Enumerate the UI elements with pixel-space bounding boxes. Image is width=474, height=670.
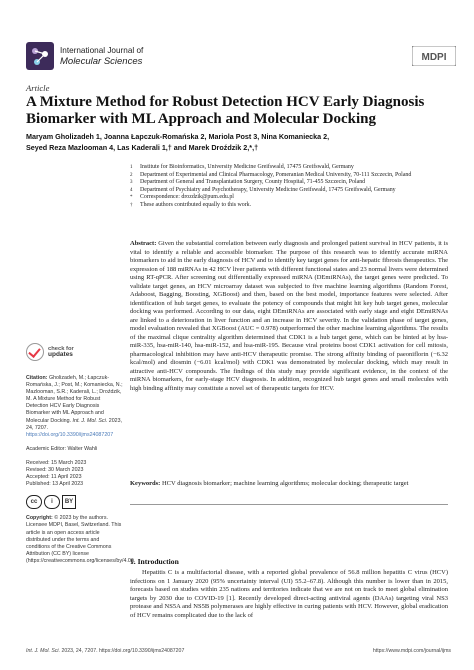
footer-citation: Int. J. Mol. Sci. 2023, 24, 7207. https://doi.org/10.3390/ijms24087207 bbox=[26, 648, 185, 654]
author-line-2: Seyed Reza Mazlooman 4, Las Kaderali 1,† and Marek Droździk 2,*,† bbox=[26, 142, 259, 152]
footer-journal-link[interactable]: https://www.mdpi.com/journal/ijms bbox=[372, 648, 451, 654]
accepted-date: Accepted: 11 April 2023 bbox=[26, 474, 82, 481]
citation: Citation: Gholizadeh, M.; Łapczuk-Romańska, J.; Post, M.; Komaniecka, N.; Mazlooman, S.R.; Kaderali, L.; Droździk, M. A Mixture Method for Robust Detection HCV Early Diagnosis Biomarker with ML Approach and Molecular Docking. Int. J. Mol. Sci. 2023, 24, 7207. https://doi.org/10.3390/ijms24087207 bbox=[26, 375, 123, 438]
academic-editor: Academic Editor: Walter Wahli bbox=[26, 445, 98, 452]
cc-icon: cc bbox=[26, 495, 42, 509]
revised-date: Revised: 30 March 2023 bbox=[26, 467, 84, 474]
author-line-1: Maryam Gholizadeh 1, Joanna Łapczuk-Romańska 2, Mariola Post 3, Nina Komaniecka 2, bbox=[26, 132, 330, 141]
section-heading: 1. Introduction bbox=[130, 557, 179, 566]
divider bbox=[130, 504, 448, 505]
keywords-label: Keywords: bbox=[130, 480, 161, 487]
abstract bbox=[130, 240, 448, 393]
abstract-label: Abstract: bbox=[130, 240, 157, 247]
citation-doi-link[interactable]: https://doi.org/10.3390/ijms24087207 bbox=[26, 431, 114, 438]
received-date: Received: 15 March 2023 bbox=[26, 459, 87, 466]
by-person-icon: i bbox=[44, 495, 60, 509]
check-for-updates-button[interactable] bbox=[26, 343, 124, 361]
correspondence[interactable]: * Correspondence: drozdzik@pum.edu.pl bbox=[130, 194, 234, 201]
journal-name[interactable] bbox=[60, 46, 143, 67]
keywords-text: HCV diagnosis biomarker; machine learning algorithms; molecular docking; therapeutic target bbox=[161, 480, 409, 487]
sidebar bbox=[26, 343, 136, 572]
cc-by-label: BY bbox=[62, 495, 76, 509]
published-date: Published: 13 April 2023 bbox=[26, 481, 84, 488]
page-footer bbox=[26, 648, 451, 654]
check-updates-icon bbox=[26, 343, 44, 361]
affiliation-item: 3 Department of General and Transplantation Surgery, County Hospital, 71-455 Szczecin, Poland bbox=[130, 179, 366, 186]
abstract-text: Given the substantial correlation between early diagnosis and prolonged patient survival in HCV patients, it is vital to identify a reliable and accessible biomarker. The purpose of this research was to identify accurate miRNA biomarkers to aid in the early diagnosis of HCV and to identify key target genes for anti-hepatic fibrosis therapeutics. The expression of 188 miRNAs in 42 HCV liver patients with different functional states and 23 normal livers were determined using RT-qPCR. After screening out differentially expressed miRNA (DEmiRNAs), the target genes were predicted. To validate target genes, an HCV microarray dataset was subjected to five machine learning algorithms (Random Forest, Adaboost, Bagging, Boosting, XGBoost) and then, based on the best model, importance features were selected. After identification of hub target genes, to evaluate the potency of compounds that might hit key hub target genes, molecular docking was performed. According to our data, eight DEmiRNAs are associated with early stage and eight DEmiRNAs are linked to a deterioration in liver function and an increase in HCV severity. In the validation phase of target genes, model evaluation revealed that XGBoost (AUC = 0.978) outperformed the other machine learning algorithms. The results of the maximal clique centrality algorithm determined that CDK1 is a hub target gene, which can be hinted at by hsa-miR-335, hsa-miR-140, hsa-miR-152, and hsa-miR-195. Because viral proteins boost CDK1 activation for cell mitosis, pharmacological inhibition may have anti-HCV therapeutic promise. The strong affinity binding of paeoniflorin (−6.32 kcal/mol) and diosmin (−6.01 kcal/mol) with CDK1 was demonstrated by molecular docking, which may result in attractive anti-HCV compounds. The findings of this study may provide significant evidence, in the context of the miRNA biomarkers, for early-stage HCV diagnosis. In addition, recognized hub target genes and small molecules with high binding affinity may constitute a novel set of therapeutic targets for HCV. bbox=[130, 240, 449, 392]
affiliation-item: 2 Department of Experimental and Clinical Pharmacology, Pomeranian Medical University, 70-111 Szczecin, Poland bbox=[130, 171, 412, 178]
journal-name-line1: International Journal of bbox=[60, 46, 144, 55]
journal-header bbox=[26, 42, 456, 72]
dates bbox=[26, 460, 124, 488]
affiliation-item: 1 Institute for Bioinformatics, University Medicine Greifswald, 17475 Greifswald, Germany bbox=[130, 164, 354, 170]
cc-license-badge[interactable] bbox=[26, 495, 124, 509]
mdpi-logo-text: MDPI bbox=[421, 52, 447, 63]
keywords bbox=[130, 480, 448, 489]
mdpi-logo[interactable] bbox=[412, 46, 456, 66]
introduction-text: Hepatitis C is a multifactorial disease, with a reported global prevalence of 56.8 million hepatitis C virus (HCV) infections on 1 January 2020 (95% uncertainty interval (UI) 55.2–67.8). Although this number is lower than in 2015, forecasts based on studies within 235 nations and territories indicate that we are not on track to meet global elimination targets by 2030 due to COVID-19 [1]. Recently developed direct-acting antiviral agents (DAAs) targeting viral NS3 protease and NS5A and NS5B polymerases are highly effective in curing patients with HCV. However, global eradication of HCV remains complicated due to the lack of bbox=[130, 569, 448, 619]
check-updates-label: check for updates bbox=[48, 345, 74, 358]
journal-name-line2: Molecular Sciences bbox=[60, 55, 143, 67]
copyright: Copyright: © 2023 by the authors. Licensee MDPI, Basel, Switzerland. This article is an open access article distributed under the terms and conditions of the Creative Commons Attribution (CC BY) license (https://creativecommons.org/licenses/by/4.0/). bbox=[26, 515, 136, 564]
affiliations bbox=[130, 164, 460, 210]
affiliation-item: † These authors contributed equally to this work. bbox=[130, 201, 252, 208]
affiliation-item: 4 Department of Psychiatry and Psychotherapy, University Medicine Greifswald, 17475 Greifswald, Germany bbox=[130, 186, 396, 193]
page-title: A Mixture Method for Robust Detection HCV Early Diagnosis Biomarker with ML Approach and Molecular Docking bbox=[26, 94, 425, 127]
article-type: Article bbox=[26, 83, 50, 93]
journal-logo-icon bbox=[26, 42, 54, 70]
author-list bbox=[26, 132, 451, 153]
